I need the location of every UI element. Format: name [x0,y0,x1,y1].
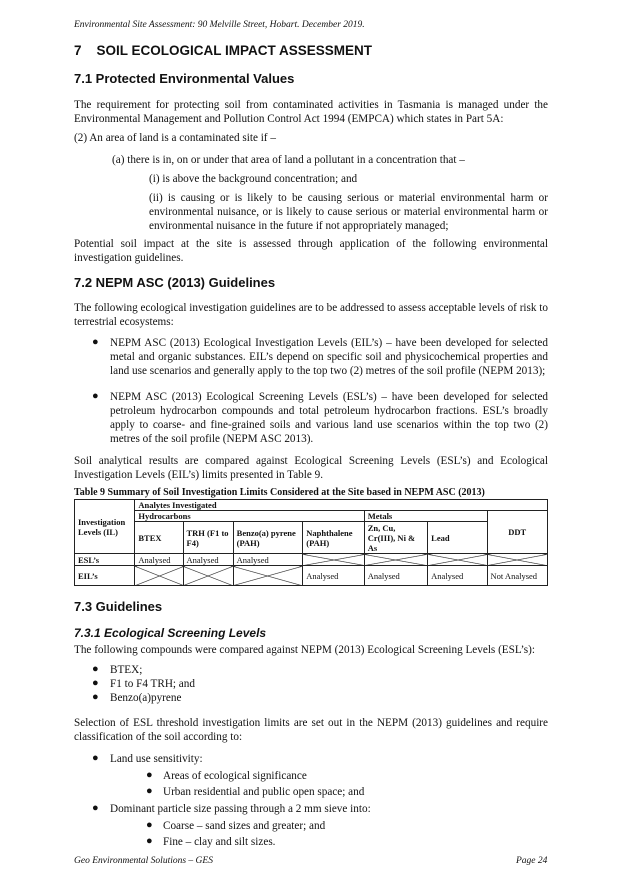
section-number: 7 [74,43,82,58]
list-item: Land use sensitivity: [110,753,203,765]
list-item: Areas of ecological significance [163,770,307,782]
bullet-icon: ● [92,663,99,675]
list-item: BTEX; [110,664,143,676]
col-header: TRH (F1 to F4) [183,522,233,554]
paragraph: The requirement for protecting soil from contaminated activities in Tasmania is managed under the Environmental Management and Pollution Control Act 1994 (EMPCA) which states in Part 5A: [74,99,548,125]
row-header-cell: Investigation Levels (IL) [75,500,135,554]
heading-7-2: 7.2 NEPM ASC (2013) Guidelines [74,275,276,290]
group-header: Analytes Investigated [135,500,548,511]
list-item: Benzo(a)pyrene [110,692,182,704]
section-heading [74,43,372,58]
paragraph: Soil analytical results are compared against Ecological Screening Levels (ESL’s) and Ecological Investigation Levels (EIL’s) limits presented in Table 9. [74,455,548,481]
page-number: Page 24 [516,856,548,866]
list-item: Dominant particle size passing through a 2 mm sieve into: [110,803,371,815]
col-header: Zn, Cu, Cr(III), Ni & As [364,522,427,554]
table-cell: Not Analysed [487,566,547,586]
table-row [75,554,548,566]
crossed-cell [487,554,547,566]
crossed-cell [183,566,233,586]
bullet-icon: ● [146,785,153,797]
col-header: DDT [487,511,547,554]
bullet-item: NEPM ASC (2013) Ecological Investigation Levels (EIL’s) – have been developed for selected metal and organic substances. EIL’s depend on specific soil and physicochemical properties and land use scenarios and generally apply to the top two (2) metres of the soil profile (NEPM 2013); [110,337,548,377]
table-cell: Analysed [303,566,364,586]
quote-line: (ii) is causing or is likely to be causing serious or material environmental harm or environmental nuisance, or is likely to cause serious or material environmental harm or environmental nuisance in the future if not appropriately managed; [149,192,548,232]
col-header: BTEX [135,522,183,554]
paragraph: Selection of ESL threshold investigation limits are set out in the NEPM (2013) guidelines and require classification of the soil according to: [74,717,548,743]
bullet-item: NEPM ASC (2013) Ecological Screening Levels (ESL’s) – have been developed for selected petroleum hydrocarbon compounds and total petroleum hydrocarbon fractions. ESL’s broadly apply to coarse- and fine-grained soils and various land use scenarios within the top two (2) metres of the soil profile (NEPM ASC 2013). [110,391,548,445]
bullet-icon: ● [92,677,99,689]
bullet-icon: ● [146,819,153,831]
list-item: Coarse – sand sizes and greater; and [163,820,326,832]
table-cell: Analysed [233,554,303,566]
bullet-icon: ● [146,835,153,847]
paragraph: The following ecological investigation guidelines are to be addressed to assess acceptable levels of risk to terrestrial ecosystems: [74,302,548,328]
metals-header: Metals [364,511,487,522]
crossed-cell [428,554,487,566]
row-label: ESL’s [75,554,135,566]
heading-7-3-1: 7.3.1 Ecological Screening Levels [74,626,267,640]
table-cell: Analysed [364,566,427,586]
row-label: EIL’s [75,566,135,586]
heading-7-3: 7.3 Guidelines [74,599,163,614]
list-item: F1 to F4 TRH; and [110,678,195,690]
table-cell: Analysed [135,554,183,566]
crossed-cell [233,566,303,586]
bullet-icon: ● [92,336,99,348]
paragraph: The following compounds were compared against NEPM (2013) Ecological Screening Levels (ESL’s): [74,644,535,656]
list-item: Urban residential and public open space; and [163,786,365,798]
section-title: SOIL ECOLOGICAL IMPACT ASSESSMENT [96,43,373,58]
bullet-icon: ● [92,802,99,814]
page-header: Environmental Site Assessment: 90 Melville Street, Hobart. December 2019. [74,20,365,30]
bullet-icon: ● [92,691,99,703]
crossed-cell [364,554,427,566]
bullet-icon: ● [146,769,153,781]
table-row [75,566,548,586]
bullet-icon: ● [92,390,99,402]
list-item: Fine – clay and silt sizes. [163,836,276,848]
table-caption: Table 9 Summary of Soil Investigation Limits Considered at the Site based in NEPM ASC (2013) [74,487,485,498]
table-cell: Analysed [183,554,233,566]
crossed-cell [303,554,364,566]
page-footer-left: Geo Environmental Solutions – GES [74,856,213,866]
col-header: Naphthalene (PAH) [303,522,364,554]
table-9 [74,499,548,586]
quote-line: (i) is above the background concentration; and [149,173,358,185]
col-header: Lead [428,522,487,554]
crossed-cell [135,566,183,586]
paragraph: Potential soil impact at the site is assessed through application of the following environmental investigation guidelines. [74,238,548,264]
quote-line: (a) there is in, on or under that area of land a pollutant in a concentration that – [112,154,465,166]
col-header: Benzo(a) pyrene (PAH) [233,522,303,554]
bullet-icon: ● [92,752,99,764]
quote-line: (2) An area of land is a contaminated site if – [74,132,276,144]
hydrocarbons-header: Hydrocarbons [135,511,364,522]
table-cell: Analysed [428,566,487,586]
heading-7-1: 7.1 Protected Environmental Values [74,71,295,86]
